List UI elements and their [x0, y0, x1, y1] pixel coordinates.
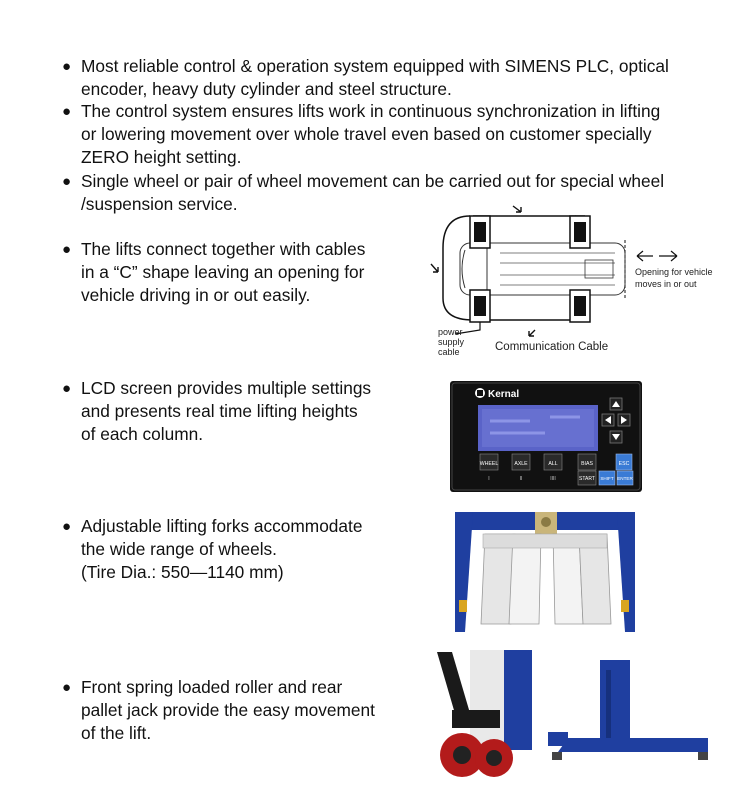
bias-label: BIAS	[581, 461, 593, 467]
bullet-forks	[62, 515, 412, 584]
esc-button[interactable]	[616, 454, 632, 470]
axle-label: AXLE	[514, 461, 528, 467]
bullet-lcd	[62, 377, 412, 446]
lcd-control-panel	[450, 381, 642, 492]
lcd-screen	[478, 405, 598, 451]
bias-button[interactable]	[578, 454, 596, 470]
enter-label: ENTER	[617, 476, 633, 481]
bullet-text: Single wheel or pair of wheel movement can be carried out for special wheel /suspension service.	[81, 171, 665, 214]
power-label-line2: supply	[438, 337, 465, 347]
lift-column-icon	[570, 290, 590, 322]
start-button[interactable]	[578, 471, 596, 485]
bullet-text: The lifts connect together with cables in a “C” shape leaving an opening for vehicle driving in or out easily.	[81, 239, 366, 305]
roller-image	[432, 650, 532, 785]
wheel-sub-label: I	[488, 476, 490, 482]
axle-button[interactable]	[512, 454, 530, 470]
opening-label-line1: Opening for vehicle	[635, 267, 713, 277]
arrow-right-button[interactable]	[618, 414, 630, 426]
bullet-text: The control system ensures lifts work in continuous synchronization in lifting or lowering movement over whole travel even based on customer specially ZERO height setting.	[81, 101, 661, 167]
shift-label: SHIFT	[600, 476, 614, 481]
bullet-text: Most reliable control & operation system equipped with SIMENS PLC, optical encoder, heavy duty cylinder and steel structure.	[81, 56, 669, 99]
lift-column-icon	[470, 216, 490, 248]
arrow-up-button[interactable]	[610, 398, 622, 410]
lift-column-icon	[570, 216, 590, 248]
lift-column-icon	[470, 290, 490, 322]
comm-cable-label: Communication Cable	[495, 341, 609, 353]
arrow-left-button[interactable]	[602, 414, 614, 426]
brand-name: Kernal	[488, 389, 520, 400]
bullet-text: Front spring loaded roller and rear pallet jack provide the easy movement of the lift.	[81, 677, 375, 743]
bullet-dot: ●	[62, 518, 72, 535]
wheel-button[interactable]	[480, 454, 499, 470]
bullet-plc	[62, 55, 732, 101]
cable-layout-diagram	[425, 198, 725, 360]
shift-button[interactable]	[599, 471, 615, 485]
vehicle-outline	[460, 243, 625, 295]
bullet-roller	[62, 676, 412, 745]
bullet-dot: ●	[62, 380, 72, 397]
all-sub-label: IIII	[550, 476, 556, 482]
bullet-dot: ●	[62, 679, 72, 696]
bullet-text: LCD screen provides multiple settings and presents real time lifting heights of each column.	[81, 378, 372, 444]
arrow-down-button[interactable]	[610, 431, 622, 443]
opening-label-line2: moves in or out	[635, 279, 697, 289]
brand-logo-icon	[475, 388, 485, 398]
pallet-jack-image	[548, 660, 716, 770]
bullet-dot: ●	[62, 241, 72, 258]
bullet-cables	[62, 238, 412, 307]
power-label-line3: cable	[438, 347, 460, 357]
bullet-sync	[62, 100, 732, 169]
double-arrow-icon	[637, 251, 677, 261]
bullet-dot: ●	[62, 58, 72, 75]
axle-sub-label: II	[519, 476, 523, 482]
lifting-forks-image	[455, 512, 635, 632]
all-button[interactable]	[544, 454, 562, 470]
start-label: START	[579, 476, 595, 482]
all-label: ALL	[548, 461, 558, 467]
power-label-line1: power	[438, 327, 463, 337]
wheel-label: WHEEL	[479, 461, 499, 467]
esc-label: ESC	[618, 461, 630, 467]
enter-button[interactable]	[617, 471, 633, 485]
bullet-text: Adjustable lifting forks accommodate the wide range of wheels. (Tire Dia.: 550—1140 mm)	[81, 516, 363, 582]
bullet-dot: ●	[62, 103, 72, 120]
bullet-dot: ●	[62, 173, 72, 190]
